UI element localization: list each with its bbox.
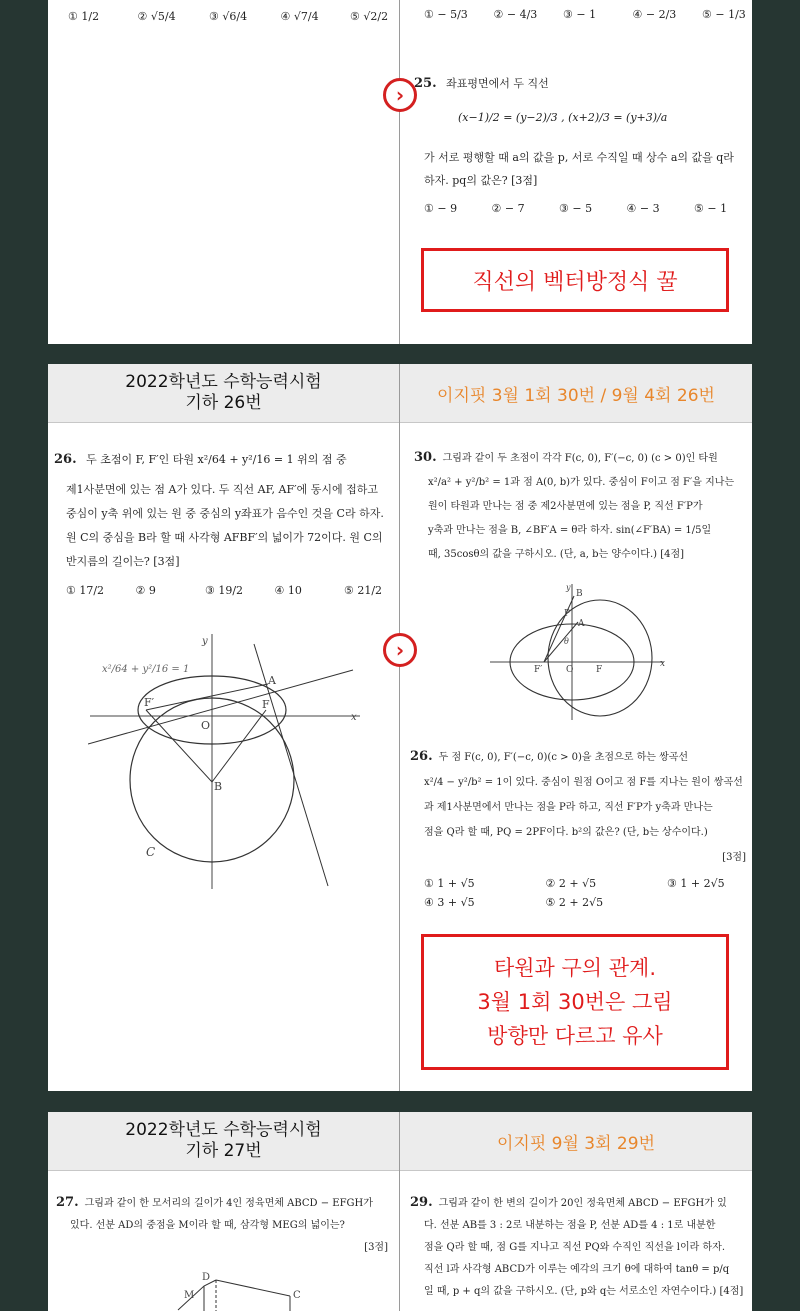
q30-line5: 때, 35cosθ의 값을 구하시오. (단, a, b는 양수이다.) [4점] bbox=[428, 549, 685, 560]
panel-q26 bbox=[48, 364, 752, 1091]
exam-title-line1: 2022학년도 수학능력시험 bbox=[125, 1120, 322, 1140]
column-divider bbox=[399, 1112, 400, 1311]
fig-label-F-prime: F′ bbox=[144, 696, 155, 709]
ellipse-circle-figure bbox=[88, 634, 368, 894]
exam-title-line2: 기하 26번 bbox=[185, 393, 262, 413]
q29-line3: 점을 Q라 할 때, 점 G를 지나고 직선 PQ와 수직인 직선을 l이라 하자. bbox=[424, 1242, 725, 1253]
fig2-label-theta: θ bbox=[564, 637, 569, 646]
q30-line3: 원이 타원과 만나는 점 중 제2사분면에 있는 점을 P, 직선 F′P가 bbox=[428, 501, 703, 512]
column-divider bbox=[399, 364, 400, 1091]
choice: ② √5/4 bbox=[137, 10, 176, 23]
fig2-label-y: y bbox=[566, 583, 571, 592]
fig-label-C: C bbox=[146, 845, 156, 859]
question-number: 29. bbox=[410, 1195, 433, 1210]
choice: ③ − 1 bbox=[563, 8, 597, 21]
choice: ⑤ − 1/3 bbox=[702, 8, 746, 21]
q29-line5: 일 때, p + q의 값을 구하시오. (단, p와 q는 서로소인 자연수이다.) [4점] bbox=[424, 1286, 744, 1297]
cube-figure bbox=[158, 1270, 308, 1311]
choice: ④ − 2/3 bbox=[632, 8, 677, 21]
q26-right-choices bbox=[424, 874, 744, 912]
q25-choices bbox=[424, 202, 744, 215]
fig3-label-C: C bbox=[293, 1290, 301, 1301]
choice: ⑤ − 1 bbox=[694, 202, 728, 215]
fig2-label-F-prime: F′ bbox=[534, 665, 543, 675]
question-29-right bbox=[410, 1192, 746, 1303]
tip-callout bbox=[421, 248, 729, 312]
q27-points: [3점] bbox=[364, 1242, 388, 1253]
fig3-label-D: D bbox=[202, 1272, 211, 1283]
fig2-label-A: A bbox=[578, 619, 585, 629]
question-number: 26. bbox=[54, 452, 77, 467]
choice: ⑤ √2/2 bbox=[350, 10, 389, 23]
exam-title-line2: 기하 27번 bbox=[185, 1141, 262, 1161]
question-number: 30. bbox=[414, 450, 437, 465]
question-number: 27. bbox=[56, 1195, 79, 1210]
callout-line3: 방향만 다르고 유사 bbox=[487, 1024, 663, 1048]
fig2-label-F: F bbox=[596, 665, 603, 675]
q30-line4: y축과 만나는 점을 B, ∠BF′A = θ라 하자. sin(∠F′BA) = 1/5일 bbox=[428, 525, 712, 536]
choice: ④ 10 bbox=[274, 584, 302, 597]
q27-line2: 있다. 선분 AD의 중점을 M이라 할 때, 삼각형 MEG의 넓이는? bbox=[70, 1220, 345, 1231]
choice: ② − 7 bbox=[491, 202, 525, 215]
fig-label-x: x bbox=[351, 712, 357, 723]
q26-left-choices bbox=[66, 584, 386, 597]
choice: ② 9 bbox=[135, 584, 156, 597]
next-arrow-button[interactable] bbox=[383, 633, 417, 667]
q29-line4: 직선 l과 사각형 ABCD가 이루는 예각의 크기 θ에 대하여 tanθ = p/q bbox=[424, 1264, 730, 1275]
exam-title-line1: 2022학년도 수학능력시험 bbox=[125, 372, 322, 392]
fig2-label-O: O bbox=[566, 665, 574, 675]
choice: ④ − 3 bbox=[626, 202, 660, 215]
question-30-right bbox=[414, 446, 744, 567]
q29-line2: 다. 선분 AB를 3 : 2로 내분하는 점을 P, 선분 AD를 4 : 1로 내분한 bbox=[424, 1220, 716, 1231]
choice: ⑤ 2 + 2√5 bbox=[545, 896, 604, 909]
question-25 bbox=[414, 72, 744, 95]
q26r-points: [3점] bbox=[722, 852, 746, 863]
fig2-label-P: P bbox=[564, 609, 571, 619]
choice: ① − 9 bbox=[424, 202, 458, 215]
choice: ③ √6/4 bbox=[209, 10, 248, 23]
tip-callout bbox=[421, 934, 729, 1070]
question-line1: 두 초점이 F, F′인 타원 x²/64 + y²/16 = 1 위의 점 중 bbox=[86, 453, 347, 466]
fig-label-y: y bbox=[202, 636, 208, 647]
choice: ① 1/2 bbox=[68, 10, 100, 23]
chevron-right-icon: › bbox=[395, 83, 405, 107]
q30-line2: x²/a² + y²/b² = 1과 점 A(0, b)가 있다. 중심이 F이고 점 F′을 지나는 bbox=[428, 477, 735, 488]
fig-label-B: B bbox=[214, 780, 223, 793]
q29-line1: 그림과 같이 한 변의 길이가 20인 정육면체 ABCD − EFGH가 있 bbox=[438, 1198, 727, 1209]
source-reference: 이지핏 3월 1회 30번 / 9월 4회 26번 bbox=[437, 385, 715, 406]
choice: ② − 4/3 bbox=[493, 8, 538, 21]
fig2-label-x: x bbox=[660, 659, 666, 669]
callout-line2: 3월 1회 30번은 그림 bbox=[477, 990, 673, 1014]
choice: ② 2 + √5 bbox=[545, 877, 597, 890]
exam-title bbox=[48, 364, 399, 422]
q26-left-body: 제1사분면에 있는 점 A가 있다. 두 직선 AF, AF′에 동시에 접하고 중심이 y축 위에 있는 원 중 중심의 y좌표가 음수인 것을 C라 하자. 원 C의 중심을 B라 할 때 사각형 AFBF′의 넓이가 72이다. 원 C의 반지름의 길이는? [3점] bbox=[66, 483, 384, 568]
fig2-label-B: B bbox=[576, 589, 583, 599]
panel-q25 bbox=[48, 0, 752, 344]
choice: ① 17/2 bbox=[66, 584, 105, 597]
panel-header bbox=[48, 1112, 752, 1171]
two-ellipses-figure bbox=[488, 582, 668, 722]
q26r-line1: 두 점 F(c, 0), F′(−c, 0)(c > 0)을 초점으로 하는 쌍곡선 bbox=[438, 752, 689, 763]
choice: ① 1 + √5 bbox=[424, 877, 475, 890]
fig-label-O: O bbox=[201, 719, 211, 732]
column-divider bbox=[399, 0, 400, 344]
q27-line1: 그림과 같이 한 모서리의 길이가 4인 정육면체 ABCD − EFGH가 bbox=[84, 1198, 373, 1209]
q26r-line2: x²/4 − y²/b² = 1이 있다. 중심이 원점 O이고 점 F를 지나는 원이 쌍곡선 bbox=[424, 777, 743, 788]
source-reference: 이지핏 9월 3회 29번 bbox=[496, 1133, 655, 1154]
exam-title bbox=[48, 1112, 399, 1170]
callout-text: 직선의 벡터방정식 꿀 bbox=[472, 269, 678, 295]
question-26-left bbox=[54, 448, 384, 471]
chevron-right-icon: › bbox=[395, 638, 405, 662]
question-26-right bbox=[410, 744, 746, 870]
question-number: 25. bbox=[414, 76, 437, 91]
choice: ③ 1 + 2√5 bbox=[667, 877, 725, 890]
fig-label-A: A bbox=[268, 674, 276, 687]
question-number: 26. bbox=[410, 749, 433, 764]
q26r-line3: 과 제1사분면에서 만나는 점을 P라 하고, 직선 F′P가 y축과 만나는 bbox=[424, 802, 713, 813]
left-answer-choices bbox=[68, 10, 388, 23]
q25-equation: (x−1)/2 = (y−2)/3 , (x+2)/3 = (y+3)/a bbox=[458, 111, 668, 124]
panel-header bbox=[48, 364, 752, 423]
q26r-line4: 점을 Q라 할 때, PQ = 2PF이다. b²의 값은? (단, b는 상수이다.) bbox=[424, 827, 708, 838]
fig-label-F: F bbox=[262, 698, 270, 711]
fig3-label-M: M bbox=[184, 1290, 195, 1301]
fig-ellipse-equation: x²/64 + y²/16 = 1 bbox=[102, 664, 190, 675]
choice: ⑤ 21/2 bbox=[344, 584, 383, 597]
callout-line1: 타원과 구의 관계. bbox=[493, 956, 657, 980]
q25-body: 가 서로 평행할 때 a의 값을 p, 서로 수직일 때 상수 a의 값을 q라 하자. pq의 값은? [3점] bbox=[424, 151, 734, 187]
next-arrow-button[interactable] bbox=[383, 78, 417, 112]
panel-q27 bbox=[48, 1112, 752, 1311]
question-intro: 좌표평면에서 두 직선 bbox=[446, 77, 549, 90]
question-27-left bbox=[56, 1192, 388, 1259]
right-top-answer-choices bbox=[424, 8, 744, 21]
choice: ④ 3 + √5 bbox=[424, 896, 475, 909]
q30-line1: 그림과 같이 두 초점이 각각 F(c, 0), F′(−c, 0) (c > 0)인 타원 bbox=[442, 453, 718, 464]
choice: ① − 5/3 bbox=[424, 8, 468, 21]
choice: ④ √7/4 bbox=[280, 10, 319, 23]
choice: ③ 19/2 bbox=[205, 584, 244, 597]
choice: ③ − 5 bbox=[559, 202, 593, 215]
